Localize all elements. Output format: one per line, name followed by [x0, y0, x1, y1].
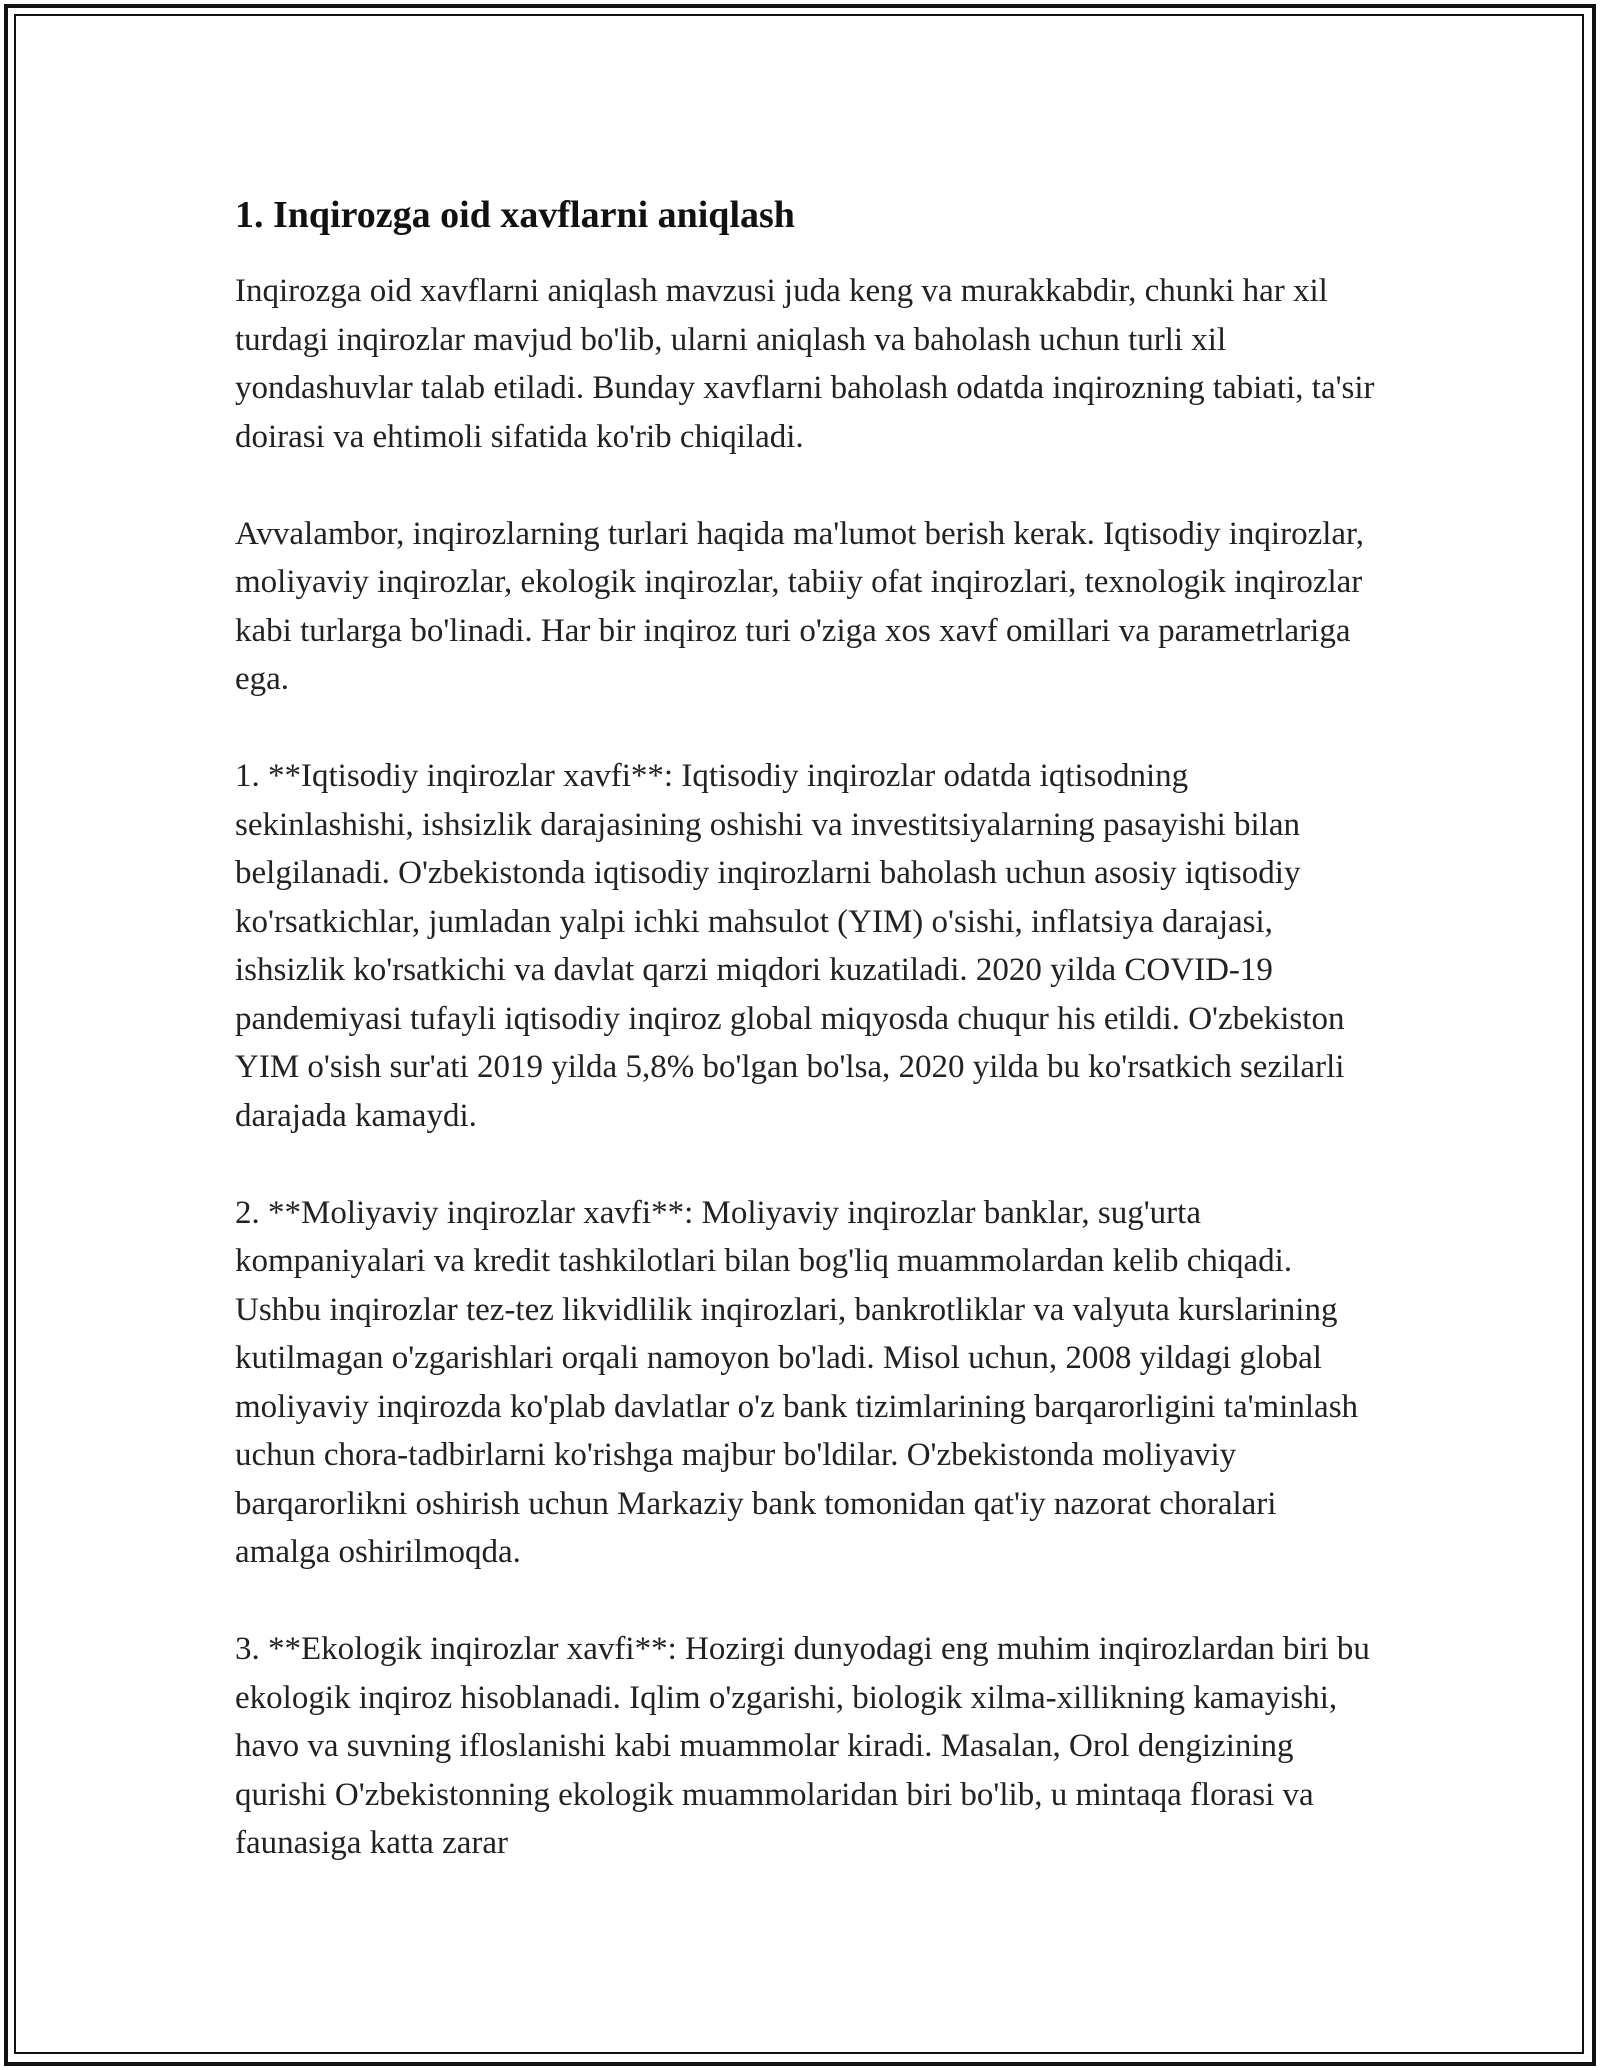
paragraph-intro: Inqirozga oid xavflarni aniqlash mavzusi juda keng va murakkabdir, chunki har xil turdagi inqirozlar mavjud bo'lib, ularni aniqlash va baholash uchun turli xil yondashuvlar talab etiladi. Bunday xavflarni baholash odatda inqirozning tabiati, ta'sir doirasi va ehtimoli sifatida ko'rib chiqiladi.: [235, 273, 1375, 455]
paragraph-economic-crisis: 1. **Iqtisodiy inqirozlar xavfi**: Iqtisodiy inqirozlar odatda iqtisodning sekinlashishi, ishsizlik darajasining oshishi va investitsiyalarning pasayishi bilan belgilanadi. O'zbekistonda iqtisodiy inqirozlarni baholash uchun asosiy iqtisodiy ko'rsatkichlar, jumladan yalpi ichki mahsulot (YIM) o'sishi, inflatsiya darajasi, ishsizlik ko'rsatkichi va davlat qarzi miqdori kuzatiladi. 2020 yilda COVID-19 pandemiyasi tufayli iqtisodiy inqiroz global miqyosda chuqur his etildi. O'zbekiston YIM o'sish sur'ati 2019 yilda 5,8% bo'lgan bo'lsa, 2020 yilda bu ko'rsatkich sezilarli darajada kamaydi.: [235, 758, 1345, 1134]
document-body: [235, 185, 1375, 1868]
paragraph-financial-crisis: 2. **Moliyaviy inqirozlar xavfi**: Moliyaviy inqirozlar banklar, sug'urta kompaniyalari va kredit tashkilotlari bilan bog'liq muammolardan kelib chiqadi. Ushbu inqirozlar tez-tez likvidlilik inqirozlari, bankrotliklar va valyuta kurslarining kutilmagan o'zgarishlari orqali namoyon bo'ladi. Misol uchun, 2008 yildagi global moliyaviy inqirozda ko'plab davlatlar o'z bank tizimlarining barqarorligini ta'minlash uchun chora-tadbirlarni ko'rishga majbur bo'ldilar. O'zbekistonda moliyaviy barqarorlikni oshirish uchun Markaziy bank tomonidan qat'iy nazorat choralari amalga oshirilmoqda.: [235, 1194, 1359, 1570]
paragraph-ecological-crisis: 3. **Ekologik inqirozlar xavfi**: Hozirgi dunyodagi eng muhim inqirozlardan biri bu ekologik inqiroz hisoblanadi. Iqlim o'zgarishi, biologik xilma-xillikning kamayishi, havo va suvning ifloslanishi kabi muammolar kiradi. Masalan, Orol dengizining qurishi O'zbekistonning ekologik muammolaridan biri bo'lib, u mintaqa florasi va faunasiga katta zarar: [235, 1631, 1370, 1861]
document-title: 1. Inqirozga oid xavflarni aniqlash: [235, 194, 795, 236]
paragraph-crisis-types: Avvalambor, inqirozlarning turlari haqida ma'lumot berish kerak. Iqtisodiy inqirozlar, moliyaviy inqirozlar, ekologik inqirozlar, tabiiy ofat inqirozlari, texnologik inqirozlar kabi turlarga bo'linadi. Har bir inqiroz turi o'ziga xos xavf omillari va parametrlariga ega.: [235, 515, 1364, 697]
